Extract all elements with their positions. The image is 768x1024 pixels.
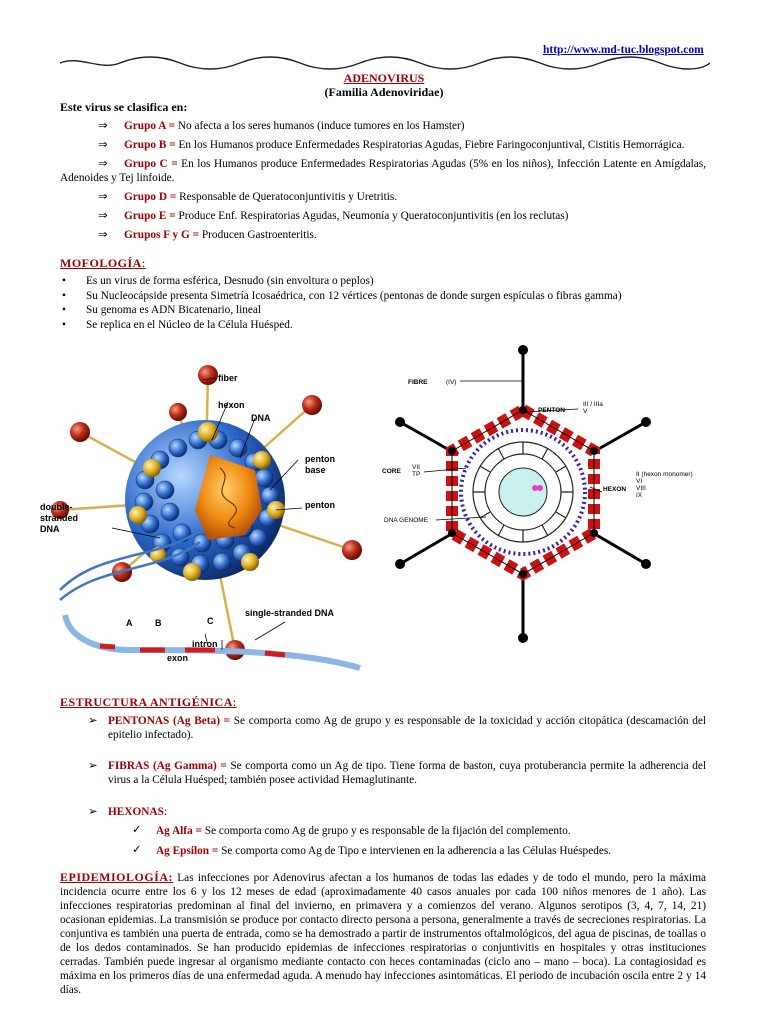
epidemiology-heading: EPIDEMIOLOGÍA: [60,870,174,884]
list-item: • Es un virus de forma esférica, Desnudo (sin envoltura o peplos) [60,274,706,289]
fig-label-b: B [155,618,162,628]
schematic-label-core-roman: VII TP [412,464,421,478]
antigen-item: ➢ HEXONAS: [88,806,168,818]
group-item: ⇒ Grupo C = En los Humanos produce Enfermedades Respiratorias Agudas (5% en los niños), Infección Latente en Amígdalas, Adenoides y Tej linfoide. [60,158,706,184]
title-block [0,71,768,99]
schematic-label-penton: PENTON [538,407,565,414]
group-item: ⇒ Grupos F y G = Producen Gastroenteritis. [98,229,317,241]
fig-label-double-stranded: double-stranded DNA [40,502,79,534]
group-item: ⇒ Grupo E = Produce Enf. Respiratorias Agudas, Neumonía y Queratoconjuntivitis (en los reclutas) [98,210,569,222]
triangle-bullet-icon: ➢ [88,760,98,772]
fig-label-hexon: hexon [218,400,245,410]
group-item: ⇒ Grupo A = No afecta a los seres humanos (induce tumores en los Hamster) [98,120,465,132]
adenovirus-schematic-figure [378,342,693,644]
list-item: • Su genoma es ADN Bicatenario, lineal [60,303,706,318]
fig-label-a: A [126,618,133,628]
epidemiology-paragraph: EPIDEMIOLOGÍA: Las infecciones por Adenovirus afectan a los humanos de todas las edades y de todo el mundo, pero la máxima incidencia ocurre entre los 6 y los 12 meses de edad (aproximadamente 40 casos anuales por cada 100 niños menores de 1 año). Las infecciones respiratorias predominan al final del invierno, en primavera y a comienzos del verano. Algunos serotipos (3, 4, 7, 14, 21) ocasionan epidemias. La transmisión se produce por contacto directo persona a persona, generalmente a través de secreciones respiratorias. La conjuntiva es también una puerta de entrada, como se ha demostrado a partir de instrumentos oftalmológicos, del agua de piscinas, de toallas o de los dedos contaminados. Se han producido epidemias de infecciones respiratorias o conjuntivitis en hospitales y otras instituciones cerradas. También puede ingresar al organismo mediante contacto con heces contaminadas (ciclo ano – mano – boca). La contagiosidad es máxima en los primeros días de una enfermedad aguda. A menudo hay infecciones asintomáticas. El periodo de incubación oscila entre 2 y 14 días. [60,870,706,996]
fig-label-fiber: fiber [218,373,238,383]
wavy-divider [60,55,710,71]
fig-label-penton: penton [305,500,335,510]
adenovirus-3d-figure [40,350,370,670]
fig-label-intron: intron [192,639,218,649]
arrow-icon: ⇒ [98,139,108,151]
list-item: • Su Nucleocápside presenta Simetría Icosaédrica, con 12 vértices (pentonas de donde surgen espículas o fibras gamma) [60,289,706,304]
antigen-subitem: ✓ Ag Alfa = Se comporta como Ag de grupo y es responsable de la fijación del complemento. [132,824,571,837]
triangle-bullet-icon: ➢ [88,806,98,818]
arrow-icon: ⇒ [98,191,108,203]
arrow-icon: ⇒ [98,210,108,222]
checkmark-icon: ✓ [132,844,142,856]
group-item: ⇒ Grupo D = Responsable de Queratoconjuntivitis y Uretritis. [98,191,398,203]
antigen-subitem: ✓ Ag Epsilon = Se comporta como Ag de Tipo e intervienen en la adherencia a las Células Huéspedes. [132,844,612,857]
fig-label-exon: exon [167,653,189,663]
schematic-label-penton-roman: III / IIIa V [583,401,603,415]
schematic-label-fibre: FIBRE [408,379,428,386]
antigenic-heading: ESTRUCTURA ANTIGÉNICA: [60,695,237,709]
schematic-label-dna-genome: DNA GENOME [384,517,429,524]
page-title: ADENOVIRUS [343,71,425,85]
morphology-list [60,274,706,332]
classification-intro: Este virus se clasifica en: [60,100,188,114]
fig-label-single-stranded: single-stranded DNA [245,608,335,618]
morphology-heading: MOFOLOGÍA: [60,256,146,270]
capsid [125,420,285,581]
antigen-item: ➢ PENTONAS (Ag Beta) = Se comporta como Ag de grupo y es responsable de la toxicidad y acción citopática (descamación del epitelio infectado). [88,715,707,741]
schematic-label-fibre-roman: (IV) [446,379,457,386]
triangle-bullet-icon: ➢ [88,715,98,727]
group-list [60,119,706,247]
arrow-icon: ⇒ [98,229,108,241]
page-subtitle: (Familia Adenoviridae) [324,85,444,99]
fig-label-dna: DNA [251,413,271,423]
schematic-label-hexon: HEXON [603,486,627,493]
fig-label-c: C [207,616,214,626]
fig-label-penton-base: penton base [305,454,335,475]
schematic-label-core: CORE [382,468,401,475]
antigen-item: ➢ FIBRAS (Ag Gamma) = Se comporta como un Ag de tipo. Tiene forma de baston, cuya protuberancia permite la adherencia del virus a la Célula Huésped; también posee actividad Hemaglutinante. [88,760,707,786]
arrow-icon: ⇒ [98,120,108,132]
checkmark-icon: ✓ [132,824,142,836]
group-item: ⇒ Grupo B = En los Humanos produce Enfermedades Respiratorias Agudas, Fiebre Faringoconjuntival, Cistitis Hemorrágica. [98,139,685,151]
list-item: • Se replica en el Núcleo de la Célula Huésped. [60,318,706,333]
blog-url-link[interactable]: http://www.md-tuc.blogspot.com [543,44,704,56]
schematic-label-hexon-roman: II (hexon monomer) VI VIII IX [636,471,693,499]
arrow-icon: ⇒ [98,158,108,170]
